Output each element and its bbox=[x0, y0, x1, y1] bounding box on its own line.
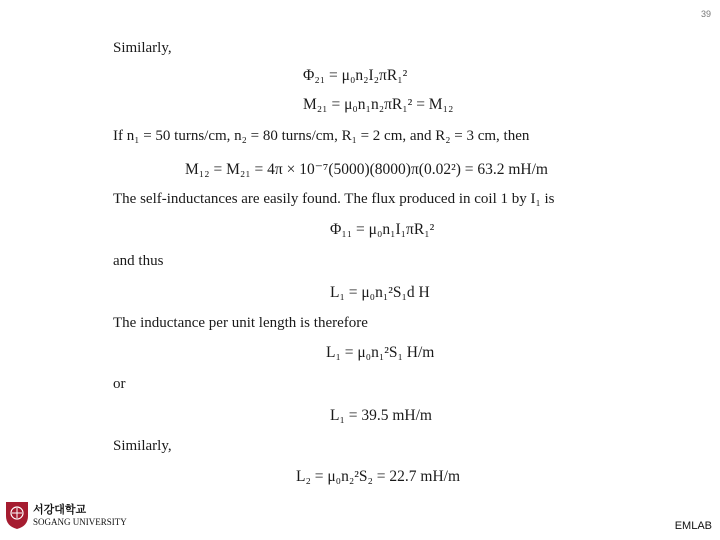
equation-phi21: Φ₂₁ = μ₀n₂I₂πR₁² bbox=[303, 67, 408, 84]
similarly-text-2: Similarly, bbox=[113, 438, 172, 454]
page-number: 39 bbox=[700, 9, 711, 19]
or-text: or bbox=[113, 376, 126, 392]
and-thus-text: and thus bbox=[113, 253, 164, 269]
similarly-text-1: Similarly, bbox=[113, 40, 172, 56]
equation-m21: M₂₁ = μ₀n₁n₂πR₁² = M₁₂ bbox=[303, 96, 454, 113]
inductance-per-length-text: The inductance per unit length is therefore bbox=[113, 315, 368, 331]
equation-l2-value: L₂ = μ₀n₂²S₂ = 22.7 mH/m bbox=[296, 468, 461, 485]
equation-l1-value: L₁ = 39.5 mH/m bbox=[330, 407, 432, 424]
equation-phi11: Φ₁₁ = μ₀n₁I₁πR₁² bbox=[330, 221, 435, 238]
equation-m12-value: M₁₂ = M₂₁ = 4π × 10⁻⁷(5000)(8000)π(0.02²) = 63.2 mH/m bbox=[185, 161, 548, 178]
lab-label: EMLAB bbox=[674, 520, 712, 532]
equation-l1-per-length: L₁ = μ₀n₁²S₁ H/m bbox=[326, 344, 435, 361]
university-name-korean: 서강대학교 bbox=[33, 503, 87, 516]
university-logo bbox=[4, 500, 127, 532]
if-condition-text: If n₁ = 50 turns/cm, n₂ = 80 turns/cm, R₁ = 2 cm, and R₂ = 3 cm, then bbox=[113, 128, 530, 144]
university-seal-icon bbox=[4, 500, 30, 530]
equation-l1-h: L₁ = μ₀n₁²S₁d H bbox=[330, 284, 430, 301]
self-inductance-text: The self-inductances are easily found. The flux produced in coil 1 by I₁ is bbox=[113, 191, 555, 207]
university-name-english: SOGANG UNIVERSITY bbox=[33, 517, 127, 527]
